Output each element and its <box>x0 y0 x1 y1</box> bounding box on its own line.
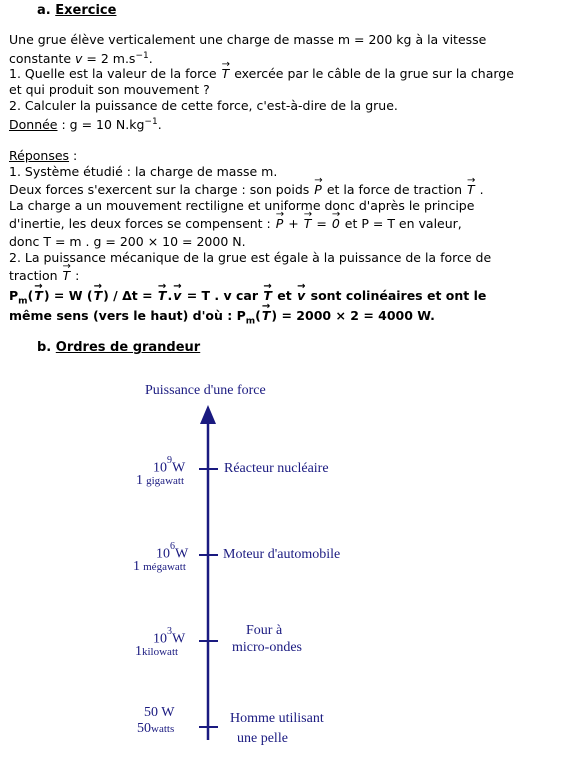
vector-P: → P <box>313 182 323 198</box>
question-2: 2. Calculer la puissance de cette force, c'est-à-dire de la grue. <box>9 98 398 113</box>
label-four: Four à <box>246 623 283 638</box>
intro-line-2: constante v = 2 $m.s^{-1}$. <box>9 51 153 67</box>
power-formula-line-1: $P_m(\to T) = W$ (→ T) / Δt = → T.→ v = T . v car → T et → v sont colinéaires et ont le <box>9 288 486 310</box>
answer-inertia: d'inertie, les deux forces se compensent : → P + → T = → 0 et P = T en valeur, <box>9 216 462 232</box>
axis-title: Puissance d'une force <box>145 383 266 398</box>
tick-prefix-kilowatt: 1kilowatt <box>135 644 179 659</box>
tick-prefix-megawatt: 1 mégawatt <box>133 559 186 574</box>
given-data: Donnée : g = 10 $N.kg^{-1}$. <box>9 117 162 133</box>
question-1: 1. Quelle est la valeur de la force → T exercée par le câble de la grue sur la charge <box>9 66 514 82</box>
question-1-cont: et qui produit son mouvement ? <box>9 82 210 97</box>
section-a-title: Exercice <box>55 3 117 18</box>
answer-forces: Deux forces s'exercent sur la charge : son poids → P et la force de traction → T . <box>9 182 484 198</box>
vector-T: → T <box>466 182 476 198</box>
section-b-heading: b. Ordres de grandeur <box>37 340 201 355</box>
section-b-title: Ordres de grandeur <box>55 340 201 355</box>
answer-motion: La charge a un mouvement rectiligne et uniforme donc d'après le principe <box>9 198 475 213</box>
label-reacteur: Réacteur nucléaire <box>224 461 329 476</box>
answer-1: 1. Système étudié : la charge de masse m. <box>9 164 278 179</box>
label-homme: Homme utilisant <box>230 711 324 726</box>
tick-prefix-watts: 50watts <box>137 721 175 736</box>
tick-value-gigawatt: $10^9W$ <box>153 455 186 476</box>
answer-tension: donc T = m . g = 200 × 10 = 2000 N. <box>9 234 246 249</box>
label-pelle: une pelle <box>237 731 288 746</box>
tick-value-megawatt: $10^6W$ <box>156 541 189 562</box>
tick-value-watts: 50 W <box>144 705 175 720</box>
answers-label: Réponses : <box>9 148 78 163</box>
answer-2-cont: traction → T : <box>9 268 79 284</box>
tick-prefix-gigawatt: 1 gigawatt <box>136 473 185 488</box>
tick-value-kilowatt: $10^3W$ <box>153 626 186 647</box>
answer-2: 2. La puissance mécanique de la grue est égale à la puissance de la force de <box>9 250 492 265</box>
power-formula-line-2: même sens (vers le haut) d'où : $P_m(\to T) = 2000 \times 2 = 4000$ W. <box>9 308 435 330</box>
axis-arrowhead <box>200 405 216 424</box>
label-micro-ondes: micro-ondes <box>232 640 302 655</box>
label-moteur: Moteur d'automobile <box>223 547 341 562</box>
section-a-heading: a. Exercice <box>37 3 117 18</box>
vector-T: → T <box>221 66 231 82</box>
intro-line-1: Une grue élève verticalement une charge de masse m = 200 kg à la vitesse <box>9 32 487 47</box>
